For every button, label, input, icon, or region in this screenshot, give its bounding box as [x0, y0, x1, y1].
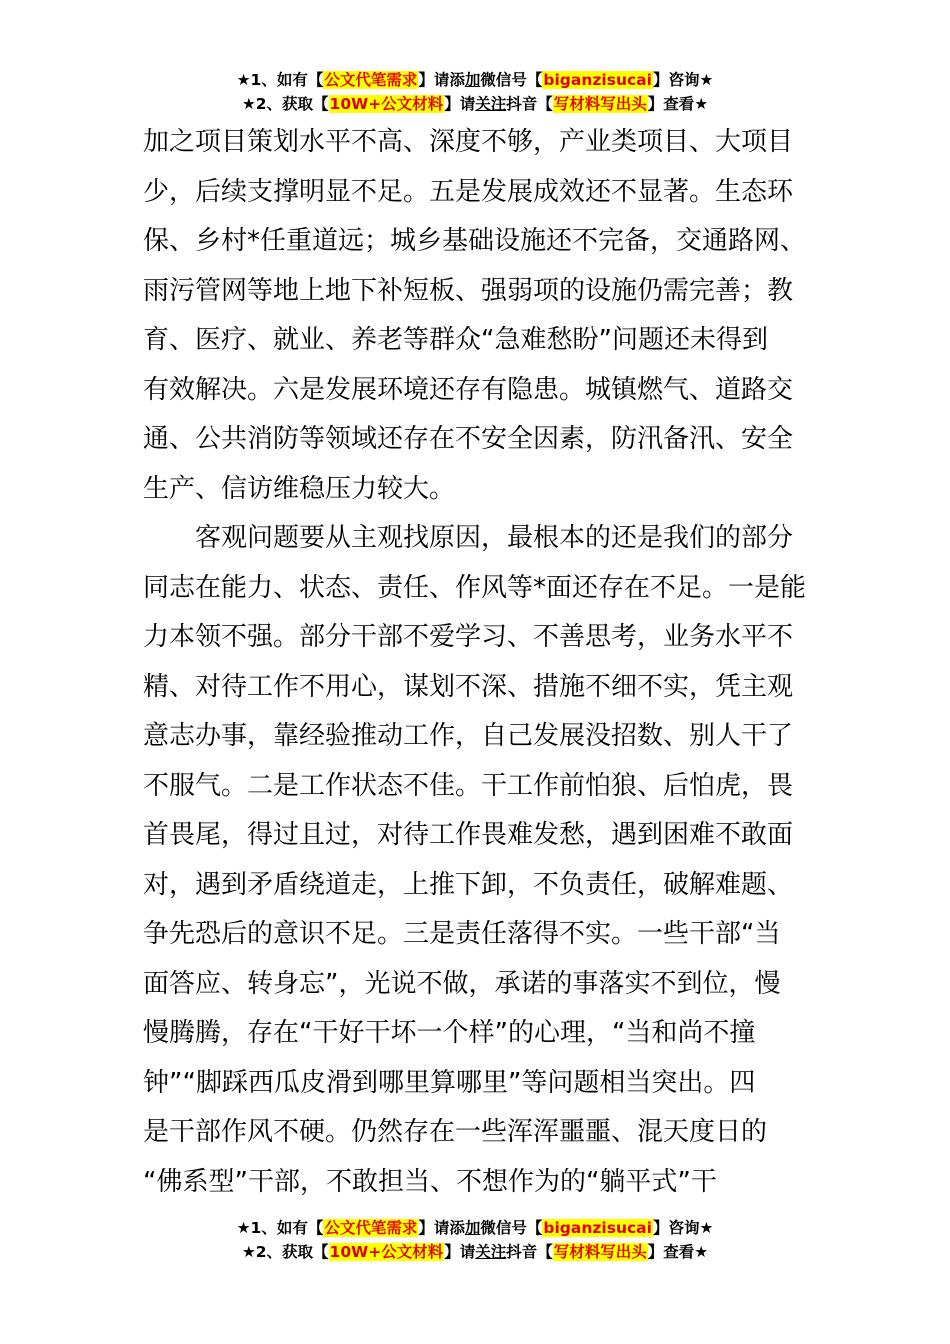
body-line: 雨污管网等地上地下补短板、强弱项的设施仍需完善；教: [143, 275, 794, 306]
body-line: 对，遇到矛盾绕道走，上推下卸，不负责任，破解难题、: [143, 869, 794, 900]
highlight-douyin: 写材料写出头: [553, 1243, 647, 1261]
banner-line-1: ★1、如有【公文代笔需求】请添加微信号【biganzisucai】咨询★: [236, 1219, 714, 1237]
banner-line-2: ★2、获取【10W+公文材料】请关注抖音【写材料写出头】查看★: [241, 95, 709, 113]
body-line: 意志办事，靠经验推动工作，自己发展没招数、别人干了: [143, 721, 794, 751]
body-line: 少，后续支撑明显不足。五是发展成效还不显著。生态环: [143, 176, 794, 207]
body-line: 生产、信访维稳压力较大。: [143, 473, 456, 504]
body-line: 力本领不强。部分干部不爱学习、不善思考，业务水平不: [143, 622, 794, 652]
highlight-wechat-id: biganzisucai: [543, 1219, 652, 1237]
body-line: 保、乡村*任重道远；城乡基础设施还不完备，交通路网、: [143, 226, 807, 256]
body-line: 面答应、转身忘”，光说不做，承诺的事落实不到位，慢: [143, 968, 781, 999]
body-line: 有效解决。六是发展环境还存有隐患。城镇燃气、道路交: [143, 374, 794, 405]
highlight-service: 公文代笔需求: [324, 71, 418, 89]
body-line: 同志在能力、状态、责任、作风等*面还存在不足。一是能: [143, 572, 807, 603]
body-line: “佛系型”干部，不敢担当、不想作为的“躺平式”干: [143, 1166, 717, 1197]
highlight-materials: 10W+公文材料: [329, 1243, 444, 1261]
body-line: 通、公共消防等领域还存在不安全因素，防汛备汛、安全: [143, 424, 794, 454]
highlight-materials: 10W+公文材料: [329, 95, 444, 113]
banner-line-2: ★2、获取【10W+公文材料】请关注抖音【写材料写出头】查看★: [241, 1243, 709, 1261]
body-line: 育、医疗、就业、养老等群众“急难愁盼”问题还未得到: [143, 325, 768, 355]
body-line: 争先恐后的意识不足。三是责任落得不实。一些干部“当: [143, 919, 781, 949]
header-banner: [0, 68, 950, 116]
body-line: 钟”“脚踩西瓜皮滑到哪里算哪里”等问题相当突出。四: [143, 1067, 756, 1098]
paragraph-start-line: 客观问题要从主观找原因，最根本的还是我们的部分: [195, 523, 794, 553]
body-line: 精、对待工作不用心，谋划不深、措施不细不实，凭主观: [143, 671, 794, 702]
highlight-douyin: 写材料写出头: [553, 95, 647, 113]
body-line: 首畏尾，得过且过，对待工作畏难发愁，遇到困难不敢面: [143, 820, 794, 850]
banner-line-1: ★1、如有【公文代笔需求】请添加微信号【biganzisucai】咨询★: [236, 71, 714, 89]
body-line: 是干部作风不硬。仍然存在一些浑浑噩噩、混天度日的: [143, 1117, 768, 1147]
highlight-service: 公文代笔需求: [324, 1219, 418, 1237]
body-line: 慢腾腾，存在“干好干坏一个样”的心理，“当和尚不撞: [143, 1018, 756, 1048]
body-line: 不服气。二是工作状态不佳。干工作前怕狼、后怕虎，畏: [143, 770, 794, 801]
body-line: 加之项目策划水平不高、深度不够，产业类项目、大项目: [143, 127, 794, 157]
highlight-wechat-id: biganzisucai: [543, 71, 652, 89]
footer-banner: [0, 1216, 950, 1264]
document-body: [143, 118, 807, 1207]
